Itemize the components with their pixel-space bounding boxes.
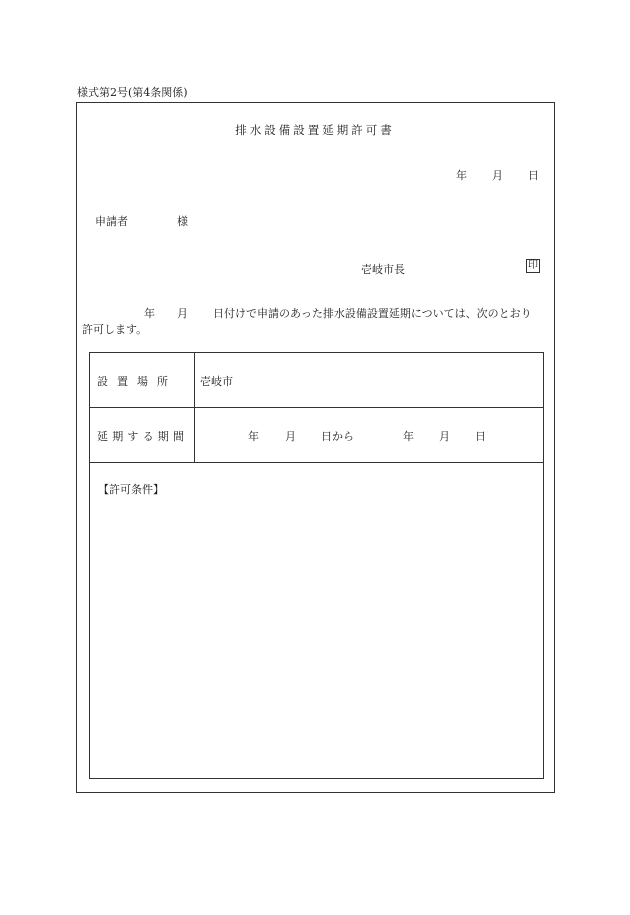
period-end-year: 年 [403,430,414,443]
period-end-month: 月 [439,430,450,443]
location-label: 設置場所 [97,375,177,388]
period-start-day: 日から [321,430,354,443]
body-text-line1: 日付けで申請のあった排水設備設置延期については、次のとおり [213,307,532,320]
table-row-divider [90,407,543,408]
period-end-day: 日 [475,430,486,443]
form-number-label: 様式第2号(第4条関係) [77,86,188,99]
applicant-honorific: 様 [177,215,188,228]
table-column-divider [194,353,195,463]
seal-icon: 印 [528,260,538,271]
period-start-year: 年 [248,430,259,443]
table-row-divider [90,462,543,463]
body-month: 月 [177,307,188,320]
issue-date-day: 日 [528,169,539,182]
period-label: 延期する期間 [97,430,189,443]
document-title: 排水設備設置延期許可書 [235,123,395,137]
body-text-line2: 許可します。 [82,323,148,336]
location-value: 壱岐市 [200,375,233,388]
conditions-label: 【許可条件】 [98,483,164,496]
period-start-month: 月 [285,430,296,443]
issue-date-year: 年 [456,169,467,182]
body-year: 年 [144,307,155,320]
issuer-title: 壱岐市長 [361,263,405,276]
applicant-label: 申請者 [95,215,128,228]
issue-date-month: 月 [492,169,503,182]
permit-info-table [89,352,544,779]
